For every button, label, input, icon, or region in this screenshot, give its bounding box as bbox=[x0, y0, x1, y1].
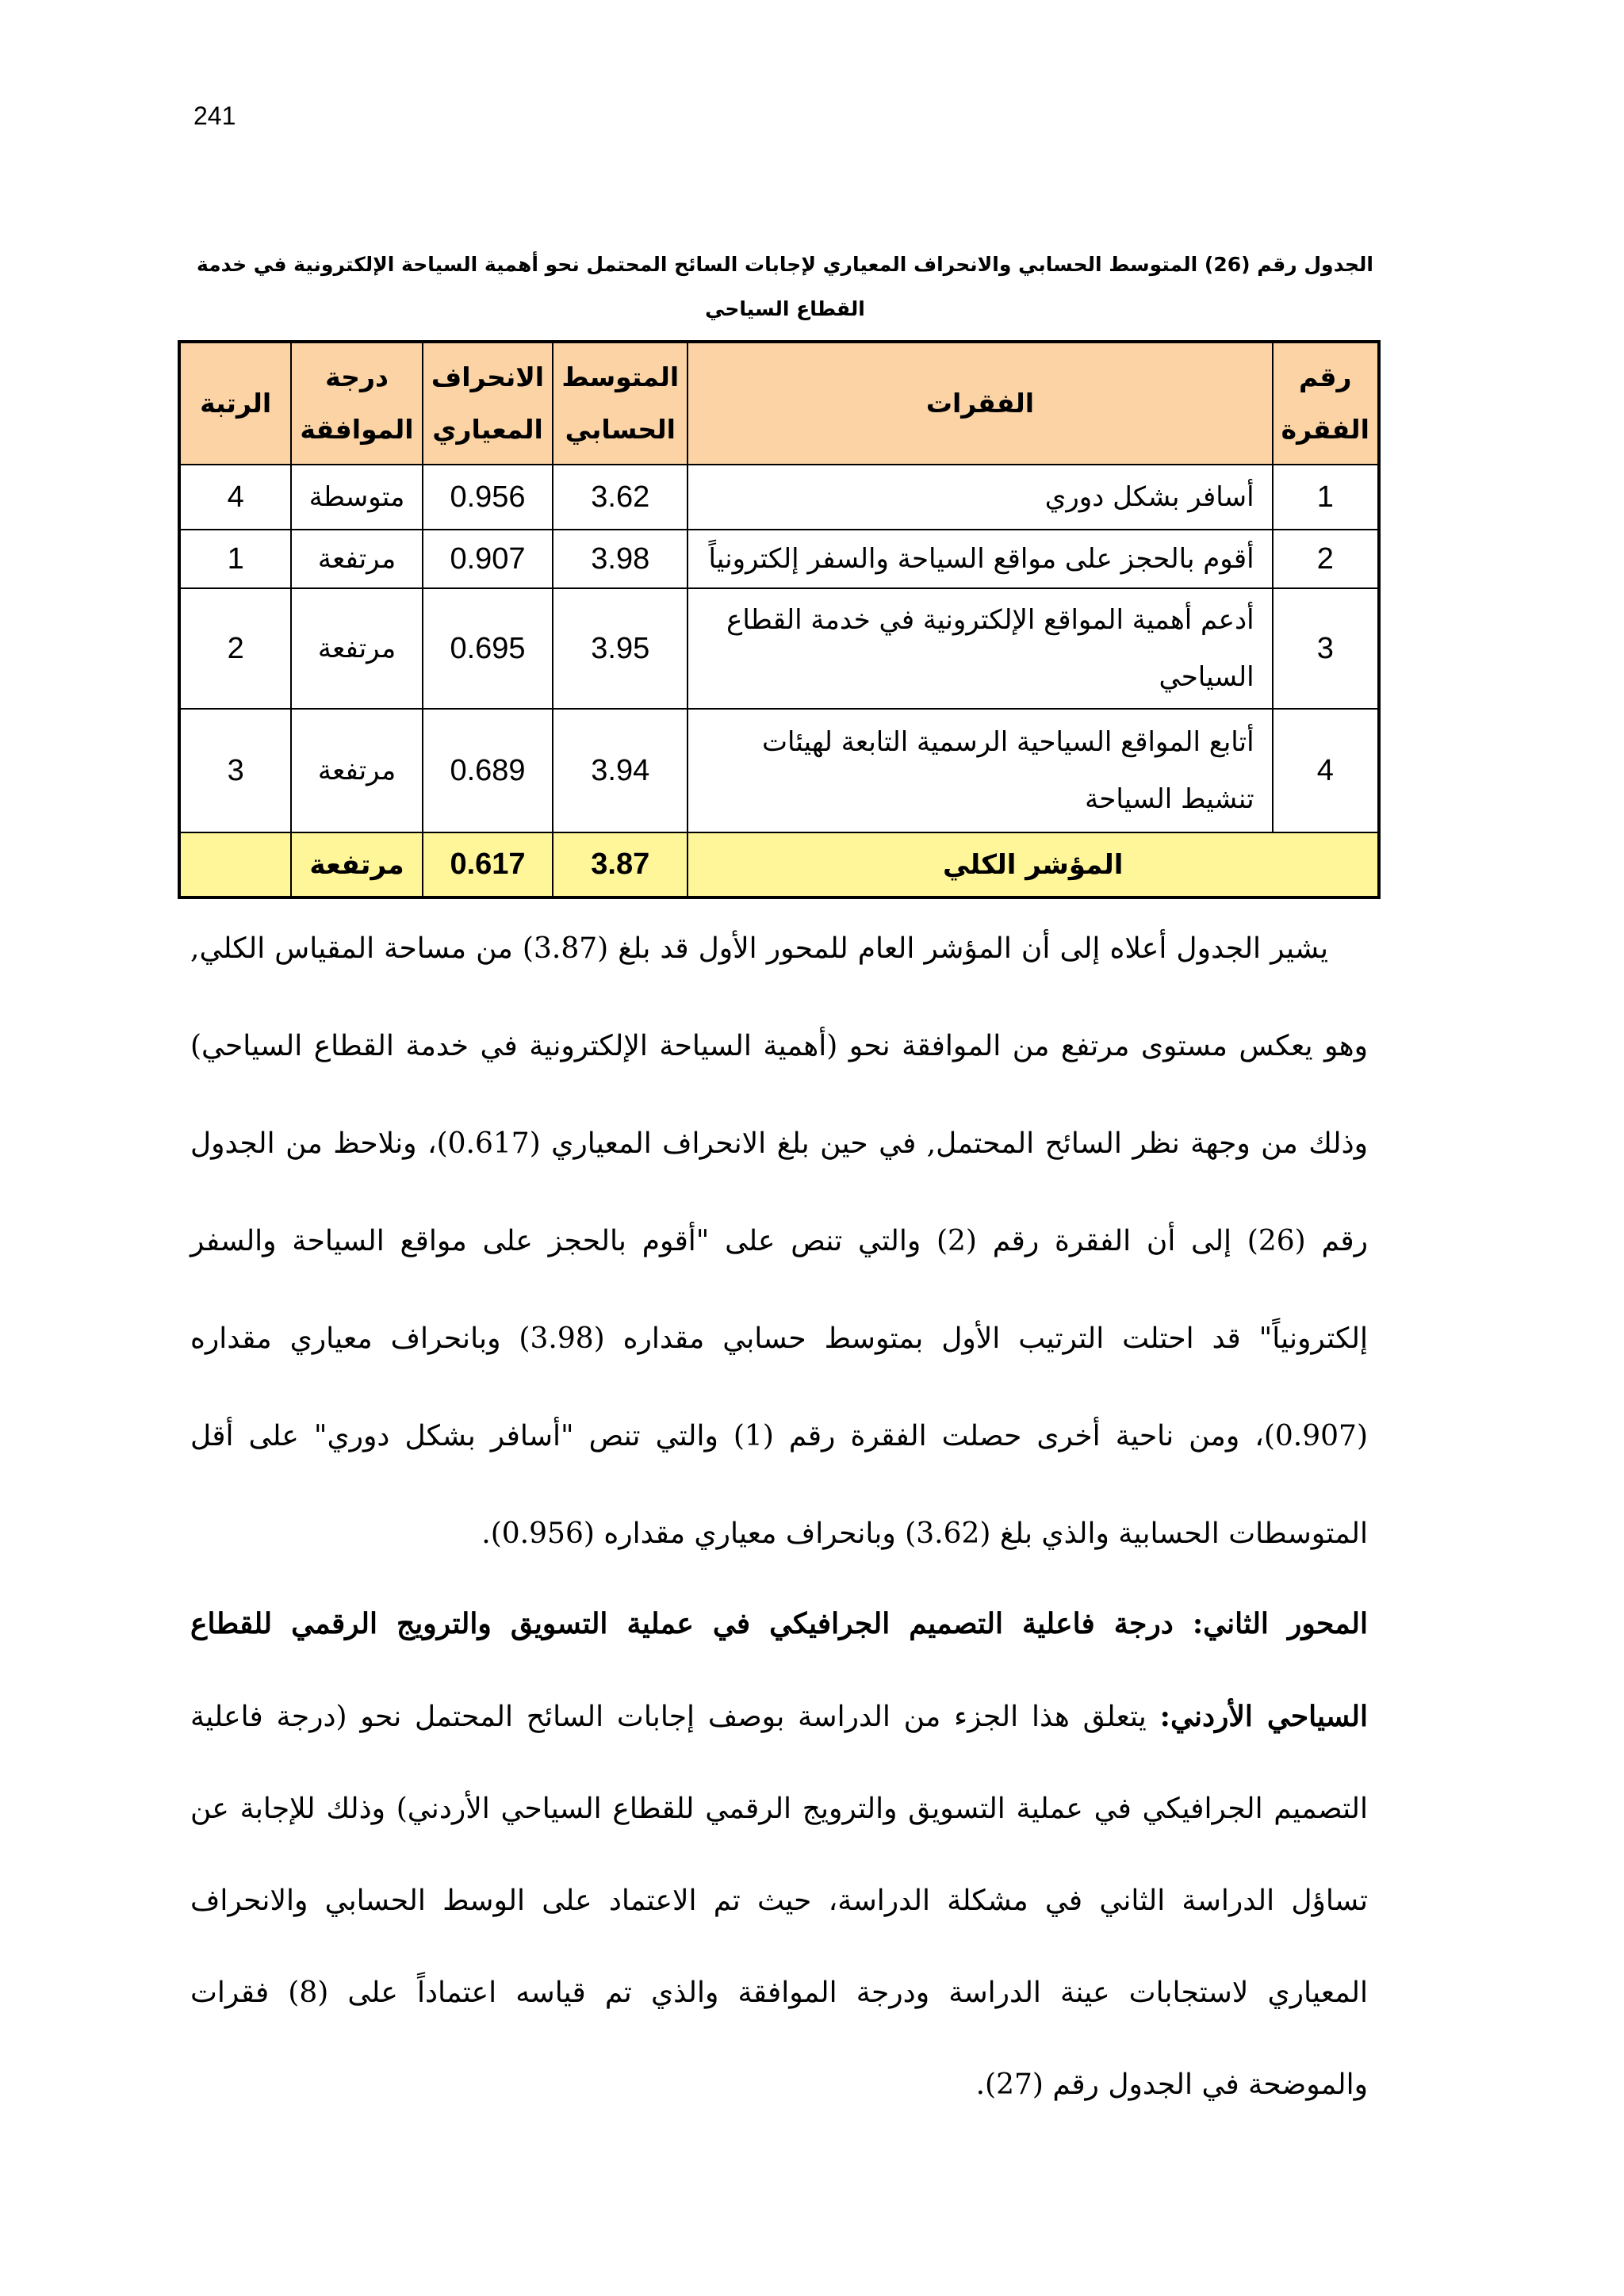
section-heading: المحور الثاني: درجة فاعلية التصميم الجرافيكي في عملية التسويق والترويج الرقمي للقطاع السياحي الأردني: bbox=[190, 1607, 1368, 1733]
header-statement: الفقرات bbox=[688, 342, 1272, 465]
item-no-cell: 1 bbox=[1273, 465, 1379, 530]
header-item-no: رقم الفقرة bbox=[1273, 342, 1379, 465]
std-cell: 0.956 bbox=[423, 465, 553, 530]
section-two-paragraph bbox=[190, 1578, 1368, 2131]
std-cell: 0.695 bbox=[423, 588, 553, 709]
total-std-cell: 0.617 bbox=[423, 832, 553, 897]
page-number: 241 bbox=[193, 101, 236, 130]
statement-cell: أقوم بالحجز على مواقع السياحة والسفر إلكترونياً bbox=[688, 530, 1272, 588]
item-no-cell: 2 bbox=[1273, 530, 1379, 588]
statistics-table bbox=[178, 340, 1381, 899]
table-discussion-paragraph bbox=[190, 900, 1368, 1582]
table-caption: الجدول رقم (26) المتوسط الحسابي والانحراف المعياري لإجابات السائح المحتمل نحو أهمية السياحة الإلكترونية في خدمة القطاع السياحي bbox=[197, 253, 1373, 320]
table-header-row bbox=[179, 342, 1379, 465]
mean-cell: 3.62 bbox=[553, 465, 688, 530]
table-row bbox=[179, 709, 1379, 832]
rank-cell: 1 bbox=[179, 530, 291, 588]
header-rank: الرتبة bbox=[179, 342, 291, 465]
statement-cell: أتابع المواقع السياحية الرسمية التابعة لهيئات تنشيط السياحة bbox=[688, 709, 1272, 832]
paragraph-2-text: يتعلق هذا الجزء من الدراسة بوصف إجابات السائح المحتمل نحو (درجة فاعلية التصميم الجرافيكي في عملية التسويق والترويج الرقمي للقطاع السياحي الأردني) وذلك للإجابة عن تساؤل الدراسة الثاني في مشكلة الدراسة، حيث تم الاعتماد على الوسط الحسابي والانحراف المعياري لاستجابات عينة الدراسة ودرجة الموافقة والذي تم قياسه اعتماداً على (8) فقرات والموضحة في الجدول رقم (27). bbox=[190, 1701, 1368, 2101]
rank-cell: 2 bbox=[179, 588, 291, 709]
agreement-cell: مرتفعة bbox=[291, 709, 422, 832]
rank-cell: 4 bbox=[179, 465, 291, 530]
paragraph-1-text: يشير الجدول أعلاه إلى أن المؤشر العام للمحور الأول قد بلغ (3.87) من مساحة المقياس الكلي, وهو يعكس مستوى مرتفع من الموافقة نحو (أهمية السياحة الإلكترونية في خدمة القطاع السياحي) وذلك من وجهة نظر السائح المحتمل, في حين بلغ الانحراف المعياري (0.617)، ونلاحظ من الجدول رقم (26) إلى أن الفقرة رقم (2) والتي تنص على "أقوم بالحجز على مواقع السياحة والسفر إلكترونياً" قد احتلت الترتيب الأول بمتوسط حسابي مقداره (3.98) وبانحراف معياري مقداره (0.907)، ومن ناحية أخرى حصلت الفقرة رقم (1) والتي تنص "أسافر بشكل دوري" على أقل المتوسطات الحسابية والذي بلغ (3.62) وبانحراف معياري مقداره (0.956). bbox=[190, 932, 1369, 1550]
rank-cell: 3 bbox=[179, 709, 291, 832]
agreement-cell: مرتفعة bbox=[291, 588, 422, 709]
mean-cell: 3.98 bbox=[553, 530, 688, 588]
item-no-cell: 4 bbox=[1273, 709, 1379, 832]
std-cell: 0.907 bbox=[423, 530, 553, 588]
mean-cell: 3.94 bbox=[553, 709, 688, 832]
header-mean: المتوسط الحسابي bbox=[553, 342, 688, 465]
total-agreement-cell: مرتفعة bbox=[291, 832, 422, 897]
table-total-row bbox=[179, 832, 1379, 897]
table-row bbox=[179, 465, 1379, 530]
statement-cell: أدعم أهمية المواقع الإلكترونية في خدمة القطاع السياحي bbox=[688, 588, 1272, 709]
agreement-cell: مرتفعة bbox=[291, 530, 422, 588]
item-no-cell: 3 bbox=[1273, 588, 1379, 709]
total-label-cell: المؤشر الكلي bbox=[688, 832, 1379, 897]
agreement-cell: متوسطة bbox=[291, 465, 422, 530]
table-row bbox=[179, 588, 1379, 709]
total-mean-cell: 3.87 bbox=[553, 832, 688, 897]
header-agreement: درجة الموافقة bbox=[291, 342, 422, 465]
total-rank-cell bbox=[179, 832, 291, 897]
std-cell: 0.689 bbox=[423, 709, 553, 832]
mean-cell: 3.95 bbox=[553, 588, 688, 709]
statement-cell: أسافر بشكل دوري bbox=[688, 465, 1272, 530]
header-std: الانحراف المعياري bbox=[423, 342, 553, 465]
table-row bbox=[179, 530, 1379, 588]
